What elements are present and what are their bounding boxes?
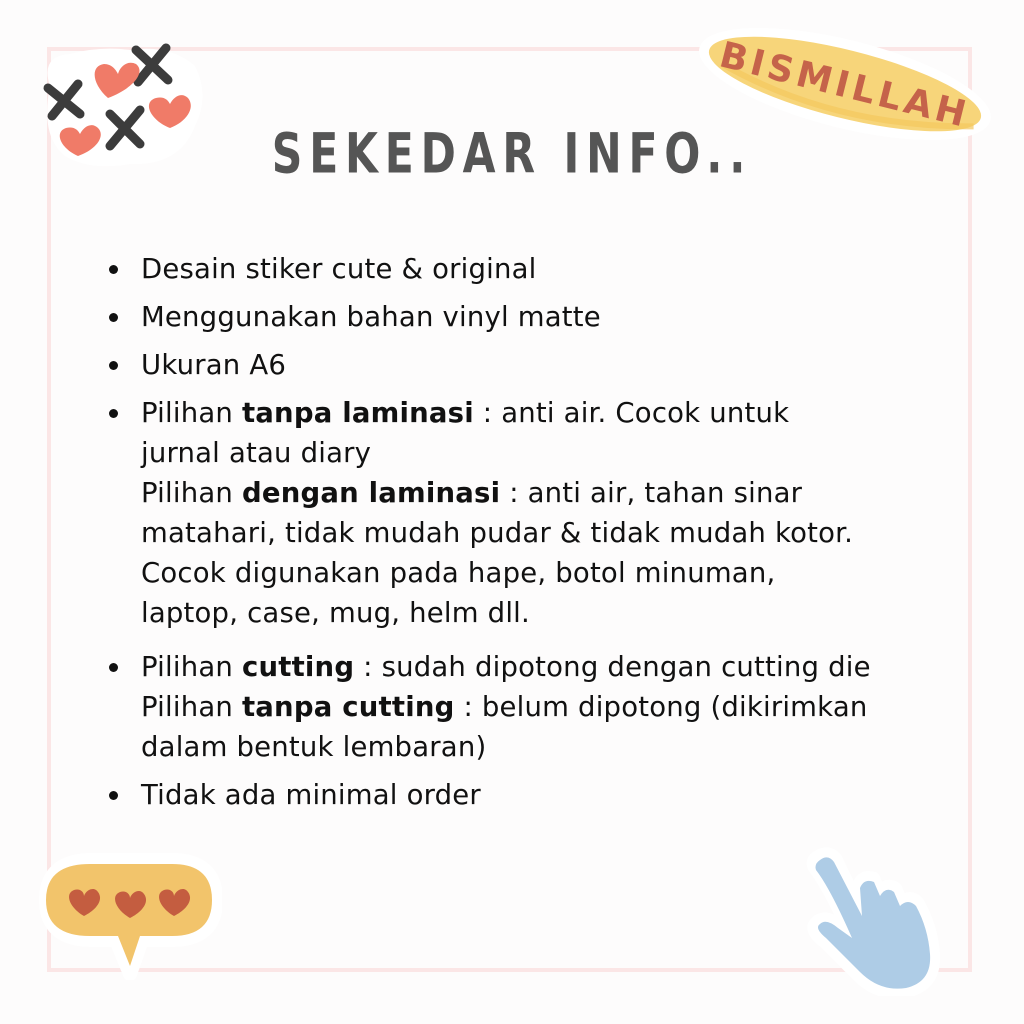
list-item: Pilihan tanpa laminasi : anti air. Cocok untuk jurnal atau diary Pilihan dengan laminasi : anti air, tahan sinar matahari, tidak mudah pudar & tidak mudah kotor. Cocok digunakan pada hape, botol minuman, laptop, case, mug, helm dll. — [105, 393, 955, 633]
pointing-hand-icon — [798, 846, 958, 996]
list-item: Tidak ada minimal order — [105, 775, 955, 815]
list-item: Pilihan cutting : sudah dipotong dengan cutting die Pilihan tanpa cutting : belum dipotong (dikirimkan dalam bentuk lembaran) — [105, 647, 955, 767]
list-item: Menggunakan bahan vinyl matte — [105, 297, 955, 337]
info-list — [105, 249, 955, 815]
list-item: Ukuran A6 — [105, 345, 955, 385]
speech-bubble-sticker — [32, 850, 222, 980]
list-item: Desain stiker cute & original — [105, 249, 955, 289]
badge-text: BISMILLAH — [715, 34, 974, 137]
page-title: SEKEDAR INFO.. — [271, 122, 753, 186]
